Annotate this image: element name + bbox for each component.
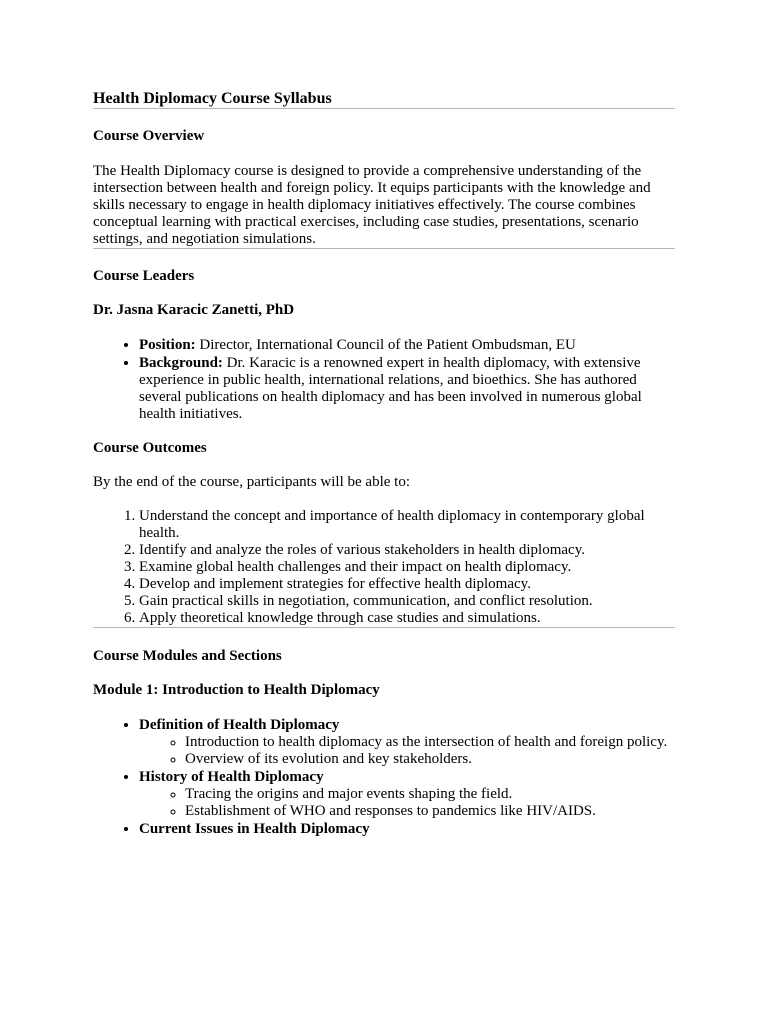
list-item: ◦ Tracing the origins and major events shaping the field. [185, 786, 675, 803]
list-item: 5. Gain practical skills in negotiation, communication, and conflict resolution. [139, 593, 675, 610]
divider [93, 248, 675, 249]
outcomes-intro: By the end of the course, participants will be able to: [93, 474, 410, 490]
position-text: Director, International Council of the Patient Ombudsman, EU [195, 337, 576, 353]
leader-name: Dr. Jasna Karacic Zanetti, PhD [93, 302, 295, 318]
divider [93, 108, 675, 109]
list-item: 4. Develop and implement strategies for effective health diplomacy. [139, 576, 675, 593]
list-item: ◦ Overview of its evolution and key stakeholders. [185, 751, 675, 768]
outcomes-heading: Course Outcomes [93, 440, 207, 456]
list-item [139, 354, 675, 423]
list-item: 6. Apply theoretical knowledge through case studies and simulations. [139, 610, 675, 627]
background-text: Dr. Karacic is a renowned expert in health diplomacy, with extensive experience in public health, international relations, and bioethics. She has authored several publications on health diplomacy and has been involved in numerous global health initiatives. [139, 355, 642, 422]
leaders-heading: Course Leaders [93, 268, 195, 284]
topic-title: Definition of Health Diplomacy [139, 717, 340, 733]
list-item [139, 768, 675, 820]
list-item: ◦ Establishment of WHO and responses to pandemics like HIV/AIDS. [185, 803, 675, 820]
module-1-topics [93, 716, 675, 838]
page-title: Health Diplomacy Course Syllabus [93, 90, 332, 107]
topic-title: Current Issues in Health Diplomacy [139, 821, 370, 837]
overview-paragraph: The Health Diplomacy course is designed to provide a comprehensive understanding of the intersection between health and foreign policy. It equips participants with the knowledge and skills necessary to engage in health diplomacy initiatives effectively. The course combines conceptual learning with practical exercises, including case studies, presentations, scenario settings, and negotiation simulations. [93, 163, 651, 247]
list-item: 1. Understand the concept and importance of health diplomacy in contemporary global health. [139, 508, 675, 542]
overview-heading: Course Overview [93, 128, 205, 144]
list-item [139, 336, 675, 354]
background-label: Background: [139, 355, 223, 371]
list-item: 3. Examine global health challenges and their impact on health diplomacy. [139, 559, 675, 576]
sub-list [139, 734, 675, 768]
topic-title: History of Health Diplomacy [139, 769, 324, 785]
list-item: ◦ Introduction to health diplomacy as the intersection of health and foreign policy. [185, 734, 675, 751]
document-content [93, 90, 675, 838]
leader-details-list [93, 336, 675, 423]
outcomes-list [93, 508, 675, 627]
list-item [139, 716, 675, 768]
divider [93, 627, 675, 628]
list-item: 2. Identify and analyze the roles of various stakeholders in health diplomacy. [139, 542, 675, 559]
module-1-title: Module 1: Introduction to Health Diplomacy [93, 682, 380, 698]
modules-heading: Course Modules and Sections [93, 648, 282, 664]
position-label: Position: [139, 337, 196, 353]
sub-list [139, 786, 675, 820]
list-item [139, 820, 675, 838]
